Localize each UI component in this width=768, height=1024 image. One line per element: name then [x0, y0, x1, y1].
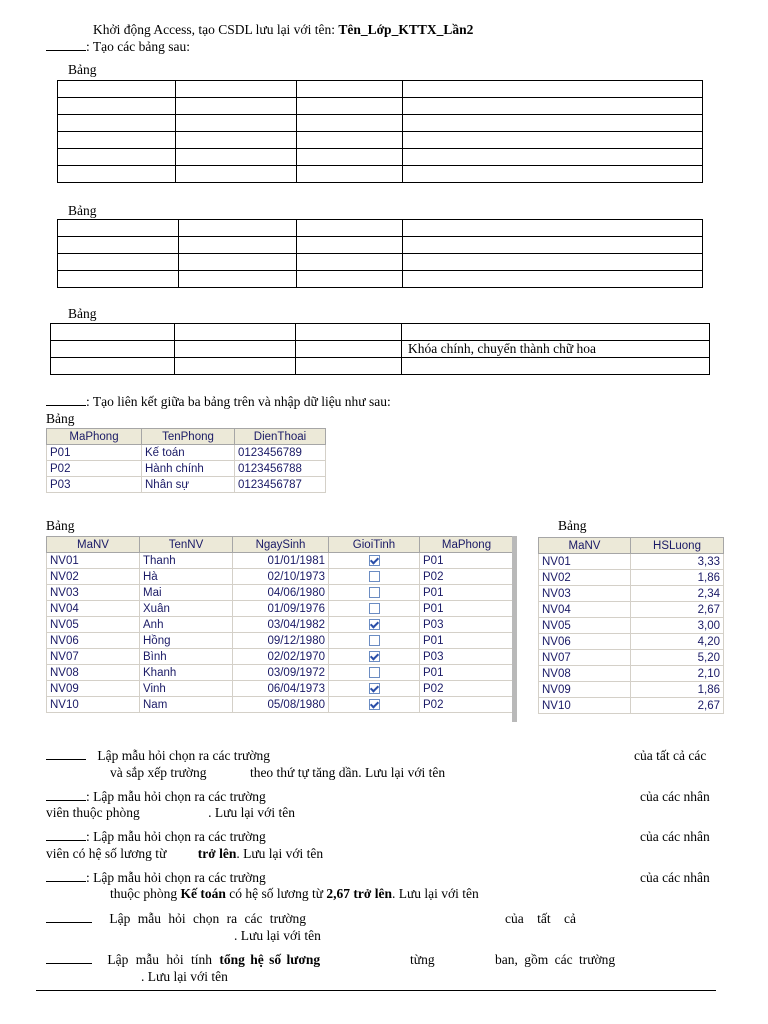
table-row[interactable] [539, 570, 724, 586]
cell-hsluong[interactable]: 2,67 [631, 602, 724, 618]
cell-hsluong[interactable]: 4,20 [631, 634, 724, 650]
task2-line [46, 394, 391, 410]
phong-datasheet [46, 428, 326, 493]
cell-ngaysinh[interactable]: 09/12/1980 [233, 633, 329, 649]
nhanvien-scrollbar[interactable] [512, 536, 517, 722]
table-row[interactable] [47, 697, 514, 713]
table-row[interactable] [539, 602, 724, 618]
cell-ngaysinh[interactable]: 02/10/1973 [233, 569, 329, 585]
table-row[interactable] [47, 553, 514, 569]
cell-manv[interactable]: NV10 [539, 698, 631, 714]
cell-tenphong[interactable]: Hành chính [142, 461, 235, 477]
cell-manv[interactable]: NV06 [47, 633, 140, 649]
checked-checkbox[interactable] [369, 699, 380, 710]
table-row[interactable] [539, 666, 724, 682]
cell-maphong[interactable]: P01 [420, 601, 514, 617]
table-row [51, 358, 710, 375]
cell-gioitinh[interactable] [329, 601, 420, 617]
cell-manv[interactable]: NV08 [539, 666, 631, 682]
cell-dienthoai[interactable]: 0123456787 [235, 477, 326, 493]
query6-text-a: Lập mẫu hỏi tính [107, 952, 212, 967]
cell-manv[interactable]: NV02 [539, 570, 631, 586]
cell-hsluong[interactable]: 3,00 [631, 618, 724, 634]
intro-text: Khởi động Access, tạo CSDL lưu lại với tên: [93, 22, 339, 37]
table-row[interactable] [539, 650, 724, 666]
cell-gioitinh[interactable] [329, 553, 420, 569]
cell-tenphong[interactable]: Kế toán [142, 445, 235, 461]
unchecked-checkbox[interactable] [369, 667, 380, 678]
table-row[interactable] [47, 665, 514, 681]
task2-blank [46, 404, 86, 406]
unchecked-checkbox[interactable] [369, 635, 380, 646]
cell-maphong[interactable]: P03 [47, 477, 142, 493]
table-row[interactable] [539, 682, 724, 698]
table-row[interactable] [539, 554, 724, 570]
query5-text-b: của tất cả [505, 911, 576, 926]
cell-gioitinh[interactable] [329, 649, 420, 665]
empty-table-3 [50, 323, 710, 375]
empty-table-1 [57, 80, 703, 183]
table-row[interactable] [47, 477, 326, 493]
table-row[interactable] [539, 586, 724, 602]
cell-manv[interactable]: NV01 [47, 553, 140, 569]
query2-text-c: viên thuộc phòng [46, 805, 140, 820]
table-row [58, 132, 703, 149]
cell-tennv[interactable]: Hồng [140, 633, 233, 649]
query3-text-a: : Lập mẫu hỏi chọn ra các trường [86, 829, 266, 844]
query6-text-d: ban, gồm các trường [495, 952, 616, 967]
cell-maphong[interactable]: P02 [47, 461, 142, 477]
query6-text-b: tổng hệ số lương [219, 952, 321, 967]
query6-blank [46, 962, 92, 964]
query4-text-f: 2,67 trở lên [326, 886, 392, 901]
query4-text-g: . Lưu lại với tên [391, 886, 479, 901]
cell-manv[interactable]: NV10 [47, 697, 140, 713]
checked-checkbox[interactable] [369, 683, 380, 694]
table-row [58, 98, 703, 115]
table-row[interactable] [47, 633, 514, 649]
cell-gioitinh[interactable] [329, 617, 420, 633]
table-row [58, 254, 703, 271]
nv-header-ngaysinh[interactable]: NgaySinh [233, 537, 329, 553]
unchecked-checkbox[interactable] [369, 571, 380, 582]
table-row[interactable] [47, 569, 514, 585]
luong-rows [539, 554, 724, 714]
unchecked-checkbox[interactable] [369, 587, 380, 598]
cell-manv[interactable]: NV03 [539, 586, 631, 602]
phong-header-tenphong[interactable]: TenPhong [142, 429, 235, 445]
checked-checkbox[interactable] [369, 651, 380, 662]
nv-header-maphong[interactable]: MaPhong [420, 537, 514, 553]
query3-text-b: của các nhân [640, 829, 710, 844]
query3-text-e: . Lưu lại với tên [236, 846, 324, 861]
table-row [58, 220, 703, 237]
cell-hsluong[interactable]: 2,67 [631, 698, 724, 714]
phong-header-dienthoai[interactable]: DienThoai [235, 429, 326, 445]
cell-maphong[interactable]: P02 [420, 681, 514, 697]
table1-caption: Bảng [68, 62, 97, 77]
cell-ngaysinh[interactable]: 01/09/1976 [233, 601, 329, 617]
table-row [58, 237, 703, 254]
query1-line2 [110, 765, 445, 781]
query5-text-c: . Lưu lại với tên [234, 928, 321, 943]
query3-line2 [46, 846, 323, 862]
cell-manv[interactable]: NV05 [539, 618, 631, 634]
phong-caption: Bảng [46, 411, 75, 426]
checked-checkbox[interactable] [369, 619, 380, 630]
cell-hsluong[interactable]: 1,86 [631, 570, 724, 586]
cell-ngaysinh[interactable]: 02/02/1970 [233, 649, 329, 665]
table-row [58, 149, 703, 166]
cell-dienthoai[interactable]: 0123456788 [235, 461, 326, 477]
task1-label: : Tạo các bảng sau: [86, 39, 190, 54]
intro-line [93, 22, 473, 38]
query2-blank [46, 799, 86, 801]
query5-text-a: Lập mẫu hỏi chọn ra các trường [109, 911, 307, 926]
cell-gioitinh[interactable] [329, 697, 420, 713]
table-row[interactable] [47, 601, 514, 617]
cell-maphong[interactable]: P01 [420, 553, 514, 569]
cell-manv[interactable]: NV06 [539, 634, 631, 650]
cell-tenphong[interactable]: Nhân sự [142, 477, 235, 493]
table-row[interactable] [47, 461, 326, 477]
table3-caption: Bảng [68, 306, 97, 321]
query6-text-e: . Lưu lại với tên [141, 969, 228, 984]
table-row[interactable] [539, 698, 724, 714]
query2-line2 [46, 805, 295, 821]
query1-text-b: của tất cả các [634, 748, 707, 763]
phong-header-maphong[interactable]: MaPhong [47, 429, 142, 445]
cell-maphong[interactable]: P01 [47, 445, 142, 461]
nv-header-gioitinh[interactable]: GioiTinh [329, 537, 420, 553]
cell-manv[interactable]: NV04 [47, 601, 140, 617]
table-row[interactable] [47, 681, 514, 697]
table-row [51, 341, 710, 358]
nhanvien-datasheet [46, 536, 514, 713]
table2-caption: Bảng [68, 203, 97, 218]
luong-header-manv[interactable]: MaNV [539, 538, 631, 554]
cell-dienthoai[interactable]: 0123456789 [235, 445, 326, 461]
cell-maphong[interactable]: P03 [420, 617, 514, 633]
table-row[interactable] [47, 617, 514, 633]
query4-line1 [46, 870, 266, 886]
query2-text-a: : Lập mẫu hỏi chọn ra các trường [86, 789, 266, 804]
cell-tennv[interactable]: Nam [140, 697, 233, 713]
cell-hsluong[interactable]: 5,20 [631, 650, 724, 666]
cell-manv[interactable]: NV09 [47, 681, 140, 697]
query2-text-d: . Lưu lại với tên [208, 805, 295, 820]
cell-manv[interactable]: NV07 [539, 650, 631, 666]
cell-ngaysinh[interactable]: 03/09/1972 [233, 665, 329, 681]
cell-manv[interactable]: NV05 [47, 617, 140, 633]
query3-text-c: viên có hệ số lương từ [46, 846, 167, 861]
cell-manv[interactable]: NV02 [47, 569, 140, 585]
nhanvien-caption: Bảng [46, 518, 75, 533]
query4-text-c: thuộc phòng [110, 886, 181, 901]
cell-gioitinh[interactable] [329, 585, 420, 601]
query4-text-e: có hệ số lương từ [225, 886, 327, 901]
cell-manv[interactable]: NV03 [47, 585, 140, 601]
table-row[interactable] [539, 618, 724, 634]
query1-blank [46, 758, 86, 760]
cell-gioitinh[interactable] [329, 681, 420, 697]
nv-header-manv[interactable]: MaNV [47, 537, 140, 553]
table-row [51, 324, 710, 341]
task1-blank [46, 49, 86, 51]
cell-gioitinh[interactable] [329, 665, 420, 681]
cell-maphong[interactable]: P02 [420, 569, 514, 585]
query1-text-d: theo thứ tự tăng dần. Lưu lại với tên [249, 765, 446, 780]
query2-line1 [46, 789, 266, 805]
cell-maphong[interactable]: P03 [420, 649, 514, 665]
cell-manv[interactable]: NV04 [539, 602, 631, 618]
cell-maphong[interactable]: P02 [420, 697, 514, 713]
cell-gioitinh[interactable] [329, 569, 420, 585]
nhanvien-rows [47, 553, 514, 713]
cell-hsluong[interactable]: 2,10 [631, 666, 724, 682]
query5-line1 [46, 911, 306, 927]
table-row [58, 115, 703, 132]
cell-tennv[interactable]: Khanh [140, 665, 233, 681]
query3-line1 [46, 829, 266, 845]
query4-blank [46, 880, 86, 882]
cell-maphong[interactable]: P01 [420, 585, 514, 601]
query4-text-d: Kế toán [180, 886, 226, 901]
query3-blank [46, 839, 86, 841]
luong-caption: Bảng [558, 518, 587, 533]
query1-text-c: và sắp xếp trường [110, 765, 207, 780]
cell-manv[interactable]: NV07 [47, 649, 140, 665]
cell-manv[interactable]: NV08 [47, 665, 140, 681]
cell-tennv[interactable]: Anh [140, 617, 233, 633]
query2-text-b: của các nhân [640, 789, 710, 804]
table-row[interactable] [47, 585, 514, 601]
cell-gioitinh[interactable] [329, 633, 420, 649]
cell-hsluong[interactable]: 3,33 [631, 554, 724, 570]
cell-maphong[interactable]: P01 [420, 633, 514, 649]
cell-ngaysinh[interactable]: 03/04/1982 [233, 617, 329, 633]
cell-maphong[interactable]: P01 [420, 665, 514, 681]
nv-header-tennv[interactable]: TenNV [140, 537, 233, 553]
empty-table-2 [57, 219, 703, 288]
cell-tennv[interactable]: Mai [140, 585, 233, 601]
table3-note: Khóa chính, chuyển thành chữ hoa [402, 341, 710, 358]
checked-checkbox[interactable] [369, 555, 380, 566]
cell-manv[interactable]: NV01 [539, 554, 631, 570]
query3-text-d: trở lên [197, 846, 237, 861]
table-row [58, 81, 703, 98]
cell-manv[interactable]: NV09 [539, 682, 631, 698]
luong-header-hsluong[interactable]: HSLuong [631, 538, 724, 554]
table-row[interactable] [47, 445, 326, 461]
cell-ngaysinh[interactable]: 04/06/1980 [233, 585, 329, 601]
task1-line [46, 39, 190, 55]
cell-ngaysinh[interactable]: 01/01/1981 [233, 553, 329, 569]
bottom-rule [36, 990, 716, 991]
query6-line1 [46, 952, 320, 968]
cell-hsluong[interactable]: 2,34 [631, 586, 724, 602]
cell-tennv[interactable]: Xuân [140, 601, 233, 617]
cell-ngaysinh[interactable]: 05/08/1980 [233, 697, 329, 713]
cell-tennv[interactable]: Bình [140, 649, 233, 665]
task2-label: : Tạo liên kết giữa ba bảng trên và nhập dữ liệu như sau: [86, 394, 391, 409]
table-row [58, 166, 703, 183]
table-row [58, 271, 703, 288]
cell-ngaysinh[interactable]: 06/04/1973 [233, 681, 329, 697]
query4-text-a: : Lập mẫu hỏi chọn ra các trường [86, 870, 266, 885]
query5-blank [46, 921, 92, 923]
table-row[interactable] [539, 634, 724, 650]
intro-filename: Tên_Lớp_KTTX_Lần2 [338, 22, 474, 37]
query6-text-c: từng [410, 952, 435, 967]
query1-line1 [46, 748, 270, 764]
table-row[interactable] [47, 649, 514, 665]
query4-text-b: của các nhân [640, 870, 710, 885]
luong-datasheet [538, 537, 724, 714]
cell-tennv[interactable]: Hà [140, 569, 233, 585]
cell-tennv[interactable]: Vinh [140, 681, 233, 697]
cell-hsluong[interactable]: 1,86 [631, 682, 724, 698]
unchecked-checkbox[interactable] [369, 603, 380, 614]
cell-tennv[interactable]: Thanh [140, 553, 233, 569]
query1-text-a: Lập mẫu hỏi chọn ra các trường [97, 748, 271, 763]
query4-line2 [110, 886, 479, 902]
